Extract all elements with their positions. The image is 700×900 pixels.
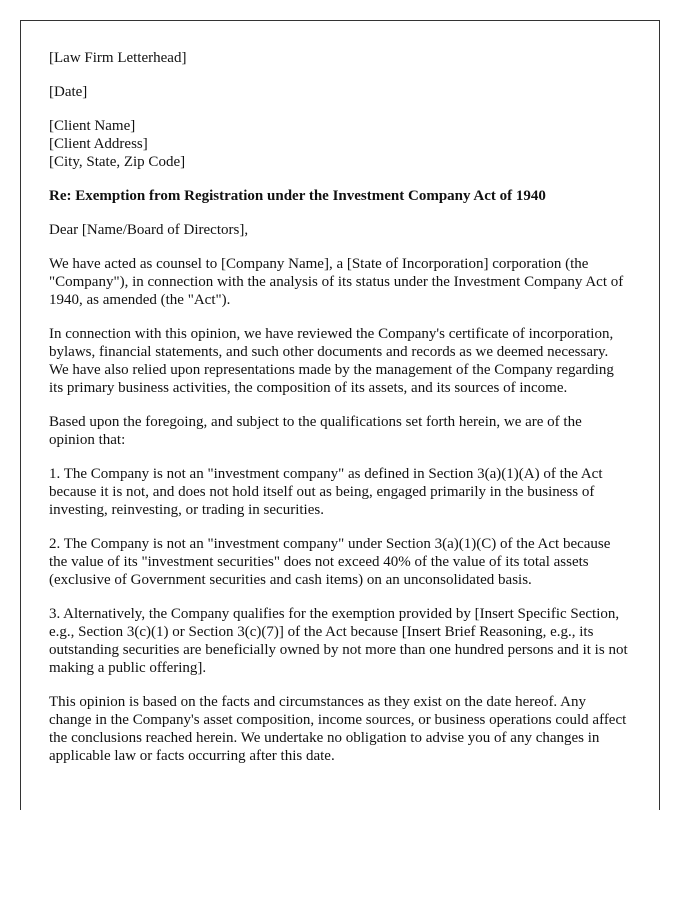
review-paragraph: In connection with this opinion, we have reviewed the Company's certificate of incorporation, bylaws, financial statements, and such other documents and records as we deemed necessary. We have also relied upon representations made by the management of the Company regarding its primary business activities, the composition of its assets, and its sources of income. [49, 326, 614, 396]
salutation: Dear [Name/Board of Directors], [49, 222, 249, 238]
closing-paragraph: This opinion is based on the facts and circumstances as they exist on the date hereof. Any change in the Company's asset composition, income sources, or business operations could affect the conclusions reached herein. We undertake no obligation to advise you of any changes in applicable law or facts occurring after this date. [49, 694, 627, 764]
letterhead: [Law Firm Letterhead] [49, 50, 187, 66]
client-address-block [49, 117, 631, 171]
intro-paragraph: We have acted as counsel to [Company Name], a [State of Incorporation] corporation (the "Company"), in connection with the analysis of its status under the Investment Company Act of 1940, as amended (the "Act"). [49, 256, 624, 308]
letter-date: [Date] [49, 84, 88, 100]
opinion-point-3: 3. Alternatively, the Company qualifies for the exemption provided by [Insert Specific Section, e.g., Section 3(c)(1) or Section 3(c)(7)] of the Act because [Insert Brief Reasoning, e.g., its outstanding securities are beneficially owned by not more than one hundred persons and it is not making a public offering]. [49, 606, 628, 676]
letter-page [20, 20, 660, 810]
client-city-state-zip: [City, State, Zip Code] [49, 154, 186, 170]
client-address: [Client Address] [49, 136, 148, 152]
basis-paragraph: Based upon the foregoing, and subject to the qualifications set forth herein, we are of the opinion that: [49, 414, 582, 448]
opinion-point-1: 1. The Company is not an "investment company" as defined in Section 3(a)(1)(A) of the Act because it is not, and does not hold itself out as being, engaged primarily in the business of investing, reinvesting, or trading in securities. [49, 466, 603, 518]
subject-line: Re: Exemption from Registration under the Investment Company Act of 1940 [49, 188, 546, 204]
client-name: [Client Name] [49, 118, 136, 134]
opinion-point-2: 2. The Company is not an "investment company" under Section 3(a)(1)(C) of the Act because the value of its "investment securities" does not exceed 40% of the value of its total assets (exclusive of Government securities and cash items) on an unconsolidated basis. [49, 536, 611, 588]
